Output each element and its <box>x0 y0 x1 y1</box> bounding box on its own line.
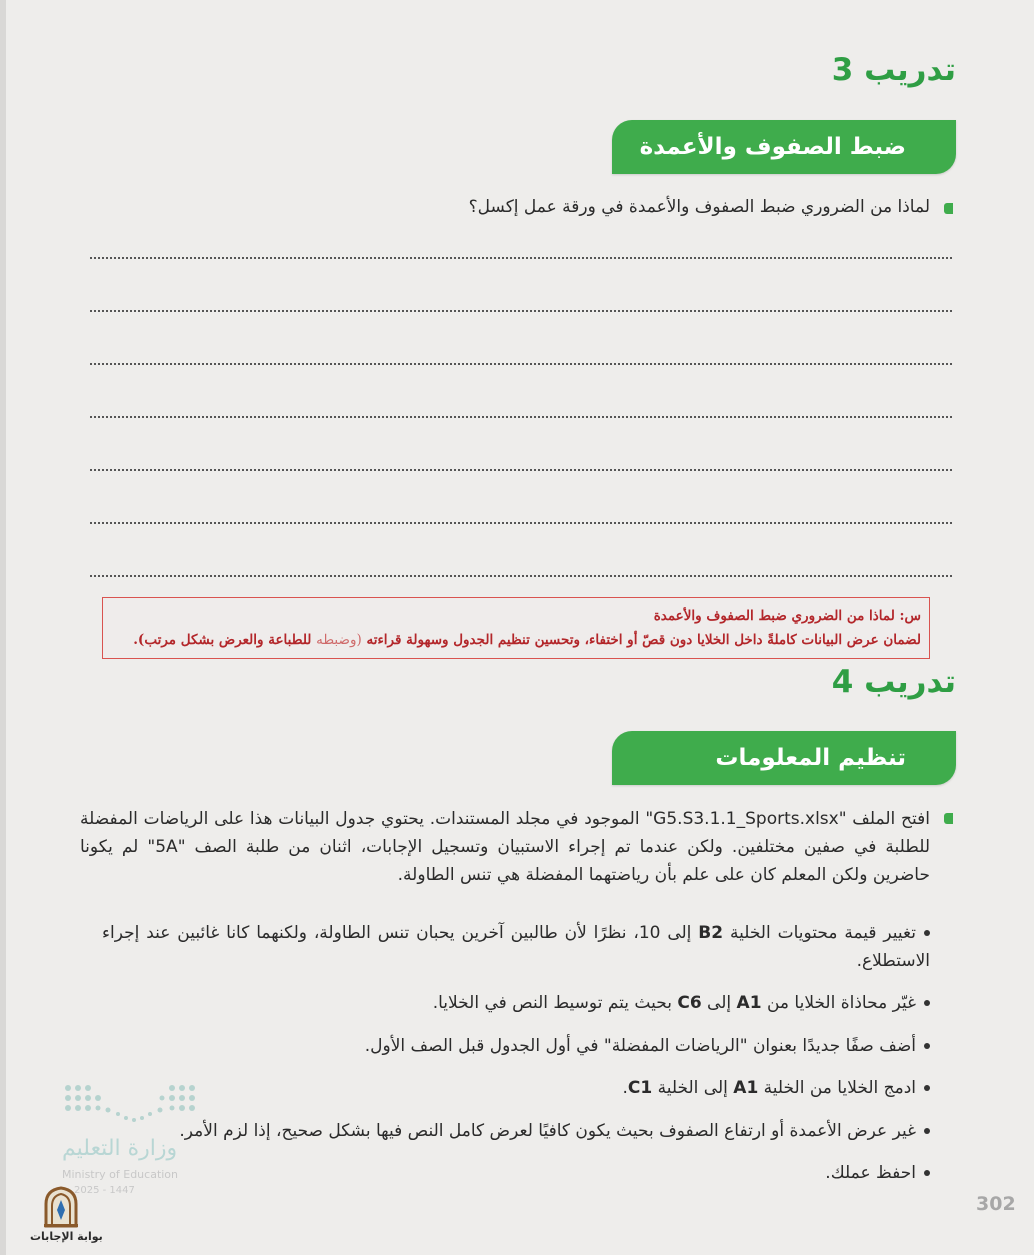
cell-ref: C6 <box>677 993 702 1013</box>
exercise-4-heading: تدريب 4 <box>831 664 956 700</box>
task-text: احفظ عملك. <box>825 1163 916 1183</box>
bullet-dot-icon <box>924 1043 930 1049</box>
exercise-3-banner: ضبط الصفوف والأعمدة <box>612 120 956 174</box>
page-number: 302 <box>976 1193 1016 1215</box>
site-logo-icon <box>40 1186 82 1228</box>
exercise-4-banner: تنظيم المعلومات <box>612 731 956 785</box>
answer-main: لضمان عرض البيانات كاملةً داخل الخلايا دون قصّ أو اختفاء، وتحسين تنظيم الجدول وسهولة قراءته <box>366 632 921 648</box>
moe-logo-icon <box>60 1080 200 1140</box>
answer-line <box>90 469 952 471</box>
task-text: . <box>622 1078 628 1098</box>
task-item-1 <box>102 919 930 975</box>
task-item-3 <box>365 1032 930 1060</box>
cell-ref: A1 <box>736 993 762 1013</box>
bullet-dot-icon <box>924 1128 930 1134</box>
answer-line <box>90 416 952 418</box>
task-text: إلى الخلية <box>652 1078 734 1098</box>
bullet-dot-icon <box>924 1170 930 1176</box>
answer-question: س: لماذا من الضروري ضبط الصفوف والأعمدة <box>653 608 921 624</box>
cell-ref: A1 <box>733 1078 759 1098</box>
bullet-dot-icon <box>924 1000 930 1006</box>
answer-soft: (وضبطه <box>316 632 362 648</box>
bullet-dot-icon <box>924 1085 930 1091</box>
moe-arabic-name: وزارة التعليم <box>62 1136 178 1161</box>
task-item-4 <box>623 1074 930 1102</box>
task-text: غيّر محاذاة الخلايا من <box>761 993 916 1013</box>
bullet-dot-icon <box>924 930 930 936</box>
page-edge <box>0 0 6 1255</box>
site-name: بوابة الإجابات <box>30 1230 103 1243</box>
answer-line <box>90 257 952 259</box>
task-item-2 <box>433 989 930 1017</box>
answer-line <box>90 310 952 312</box>
answer-text <box>107 628 921 652</box>
exercise-3-question: لماذا من الضروري ضبط الصفوف والأعمدة في ورقة عمل إكسل؟ <box>468 197 930 217</box>
task-item-6 <box>825 1159 930 1187</box>
task-text: بحيث يتم توسيط النص في الخلايا. <box>432 993 678 1013</box>
answer-line <box>90 522 952 524</box>
answer-line <box>90 575 952 577</box>
exercise-4-intro: افتح الملف "G5.S3.1.1_Sports.xlsx" الموجود في مجلد المستندات. يحتوي جدول البيانات هذا على الرياضات المفضلة للطلبة في صفين مختلفين. ولكن عندما تم إجراء الاستبيان وتسجيل الإجابات، اثنان من طلبة الصف "5A" لم يكونا حاضرين ولكن المعلم كان على علم بأن رياضتهما المفضلة هي تنس الطاولة. <box>80 809 931 885</box>
task-text: غير عرض الأعمدة أو ارتفاع الصفوف بحيث يكون كافيًا لعرض كامل النص فيها بشكل صحيح، إذا لزم الأمر. <box>179 1121 916 1141</box>
task-text: إلى <box>701 993 737 1013</box>
moe-english-name: Ministry of Education <box>62 1168 179 1181</box>
task-text: ادمج الخلايا من الخلية <box>758 1078 916 1098</box>
task-item-5 <box>179 1117 930 1145</box>
task-text: أضف صفًا جديدًا بعنوان "الرياضات المفضلة" في أول الجدول قبل الصف الأول. <box>364 1036 916 1056</box>
green-bullet-icon <box>944 203 953 214</box>
answer-box <box>102 597 930 659</box>
answer-line <box>90 363 952 365</box>
task-text: تغيير قيمة محتويات الخلية <box>723 923 916 943</box>
answer-end: للطباعة والعرض بشكل مرتب). <box>133 632 312 648</box>
task-text: إلى 10، نظرًا لأن طالبين آخرين يحبان تنس الطاولة، ولكنهما كانا غائبين عند إجراء الاستطلاع. <box>102 923 930 971</box>
cell-ref: C1 <box>627 1078 653 1098</box>
cell-ref: B2 <box>698 923 724 943</box>
green-bullet-icon <box>944 813 953 824</box>
moe-year: 2025 - 1447 <box>74 1185 135 1196</box>
exercise-3-heading: تدريب 3 <box>831 52 956 88</box>
